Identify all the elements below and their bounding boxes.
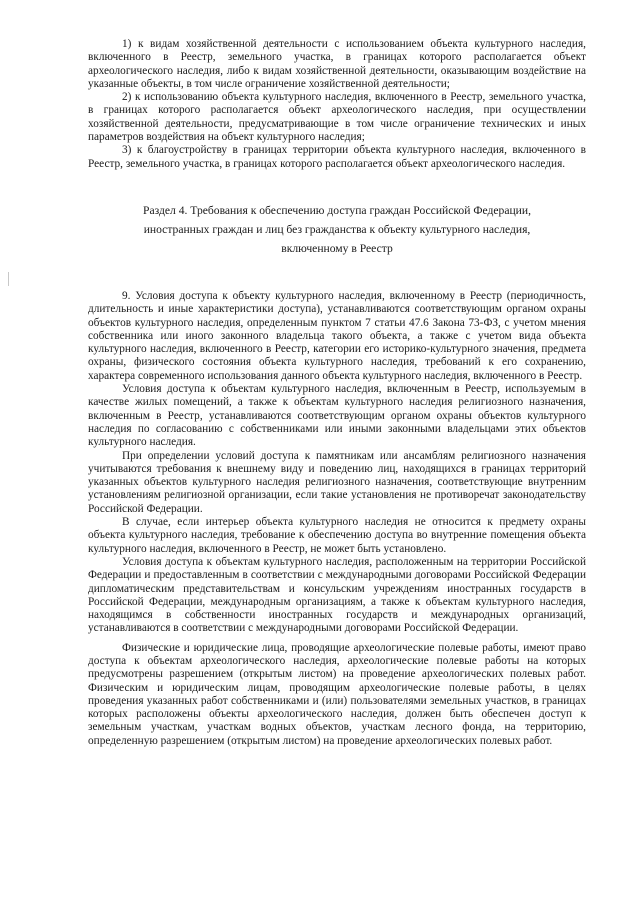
- section-4-heading: [88, 201, 586, 258]
- paragraph-9: 9. Условия доступа к объекту культурного наследия, включенному в Реестр (периодичность, длительность и иные характеристики доступа), устанавливаются соответствующим органом охраны объектов культурного наследия, определенным пунктом 7 статьи 47.6 Закона 73-ФЗ, с учетом мнения собственника или иного законного владельца такого объекта, а также с учетом вида объекта культурного наследия, включенного в Реестр, категории его историко-культурного значения, предмета охраны, физического состояния объекта культурного наследия, требований к его сохранению, характера современного использования данного объекта культурного наследия, включенного в Реестр.: [88, 289, 586, 382]
- paragraph-interior-access: В случае, если интерьер объекта культурного наследия не относится к предмету охраны объекта культурного наследия, требование к обеспечению доступа во внутренние помещения объекта культурного наследия, включенного в Реестр, не может быть установлено.: [88, 516, 586, 555]
- paragraph-diplomatic-objects: Условия доступа к объектам культурного наследия, расположенным на территории Российской Федерации и предоставленным в соответствии с международными договорами Российской Федерации дипломатическим представительствам и консульским учреждениям иностранных государств в Российской Федерации, международным организациям, а также к объектам культурного наследия, находящимся в собственности иностранных государств и международных организаций, устанавливаются в соответствии с международными договорами Российской Федерации.: [88, 555, 586, 635]
- item-2-text: 2) к использованию объекта культурного наследия, включенного в Реестр, земельного участка, в границах которого располагается объект археологического наследия, при осуществлении хозяйственной деятельности, предусматривающие в том числе ограничение технических и иных параметров воздействия на объект культурного наследия;: [88, 91, 586, 144]
- paragraph-religious-monuments: При определении условий доступа к памятникам или ансамблям религиозного назначения учитываются требования к внешнему виду и поведению лиц, находящихся в границах территорий указанных объектов культурного наследия религиозного назначения, соответствующие внутренним установлениям религиозной организации, если такие установления не противоречат законодательству Российской Федерации.: [88, 449, 586, 515]
- section-heading-line-2: иностранных граждан и лиц без гражданства к объекту культурного наследия,: [143, 222, 531, 236]
- section-heading-line-1: Раздел 4. Требования к обеспечению доступа граждан Российской Федерации,: [143, 203, 531, 217]
- section-heading-line-3: включенному в Реестр: [281, 241, 393, 255]
- paragraph-archaeological-access: Физические и юридические лица, проводящие археологические полевые работы, имеют право доступа к объектам археологического наследия, археологические полевые работы на которых предусмотрены разрешением (открытым листом) на проведение археологических полевых работ. Физическим и юридическим лицам, проводящим археологические полевые работы, в целях проведения указанных работ собственниками и (или) пользователями земельных участков, в границах которых расположены объекты археологического наследия, должен быть обеспечен доступ к земельным участкам, участкам водных объектов, участкам лесного фонда, на территорию, определенную разрешением (открытым листом) на проведение археологических полевых работ.: [88, 641, 586, 747]
- item-1-text: 1) к видам хозяйственной деятельности с использованием объекта культурного наследия, включенного в Реестр, земельного участка, в границах которого располагается объект археологического наследия, либо к видам хозяйственной деятельности, оказывающим воздействие на указанные объекты, в том числе ограничение хозяйственной деятельности;: [88, 38, 586, 90]
- item-3-text: 3) к благоустройству в границах территории объекта культурного наследия, включенного в Реестр, земельного участка, в границах которого располагается объект археологического наследия.: [88, 144, 586, 170]
- paragraph-residential-religious-access: Условия доступа к объектам культурного наследия, включенным в Реестр, используемым в качестве жилых помещений, а также к объектам культурного наследия религиозного назначения, включенным в Реестр, устанавливаются соответствующим органом охраны объектов культурного наследия по согласованию с собственниками или иными законными владельцами этих объектов культурного наследия.: [88, 383, 586, 449]
- document-page: [88, 38, 586, 748]
- scan-margin-mark: [8, 272, 9, 286]
